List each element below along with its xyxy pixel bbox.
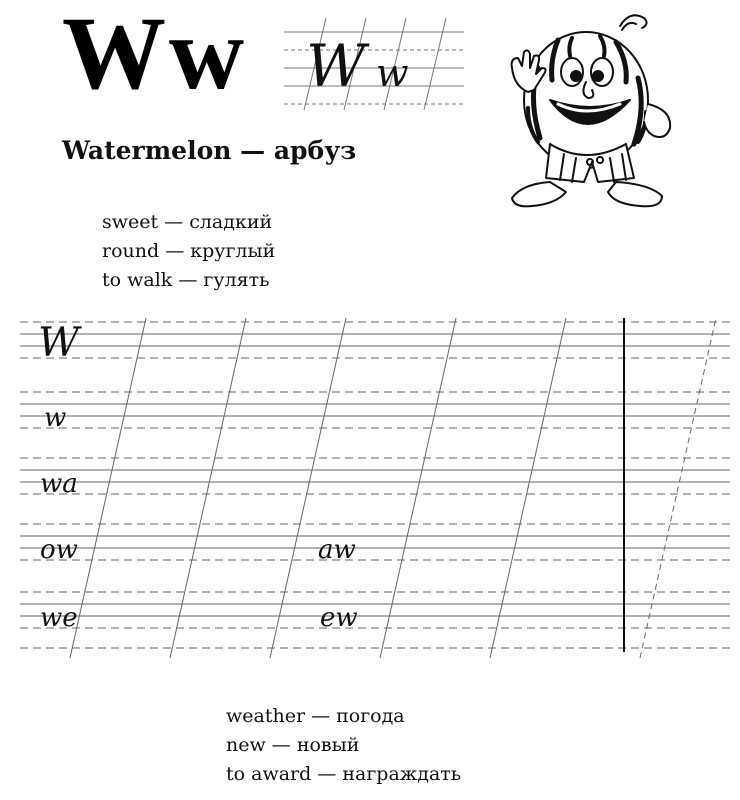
cursive-uppercase-w: W bbox=[306, 32, 366, 100]
sample-row-4-b: aw bbox=[318, 535, 356, 565]
sample-row-4-a: ow bbox=[40, 535, 78, 565]
letter-heading: Ww bbox=[62, 0, 248, 111]
vocab-item: new — новый bbox=[226, 734, 360, 756]
sample-row-2-a: w bbox=[44, 403, 67, 433]
vocab-item: sweet — сладкий bbox=[102, 211, 273, 233]
vocab-item: round — круглый bbox=[102, 240, 276, 262]
sample-row-1-a: W bbox=[38, 320, 80, 366]
sample-row-5-b: ew bbox=[320, 603, 358, 633]
vocab-list-bottom bbox=[226, 702, 461, 789]
headline-word: Watermelon — арбуз bbox=[62, 136, 357, 165]
sample-row-3-a: wa bbox=[40, 469, 78, 499]
vocab-list-top bbox=[102, 208, 275, 295]
vocab-item: to award — награждать bbox=[226, 763, 462, 785]
cursive-lowercase-w: w bbox=[376, 51, 409, 95]
watermelon-mascot-illustration bbox=[498, 8, 698, 214]
cursive-letter-sample bbox=[284, 10, 464, 120]
sample-row-5-a: we bbox=[40, 603, 78, 633]
handwriting-practice-grid bbox=[0, 312, 740, 664]
slant-guides bbox=[70, 318, 716, 658]
vocab-item: to walk — гулять bbox=[102, 269, 270, 291]
vocab-item: weather — погода bbox=[226, 705, 405, 727]
